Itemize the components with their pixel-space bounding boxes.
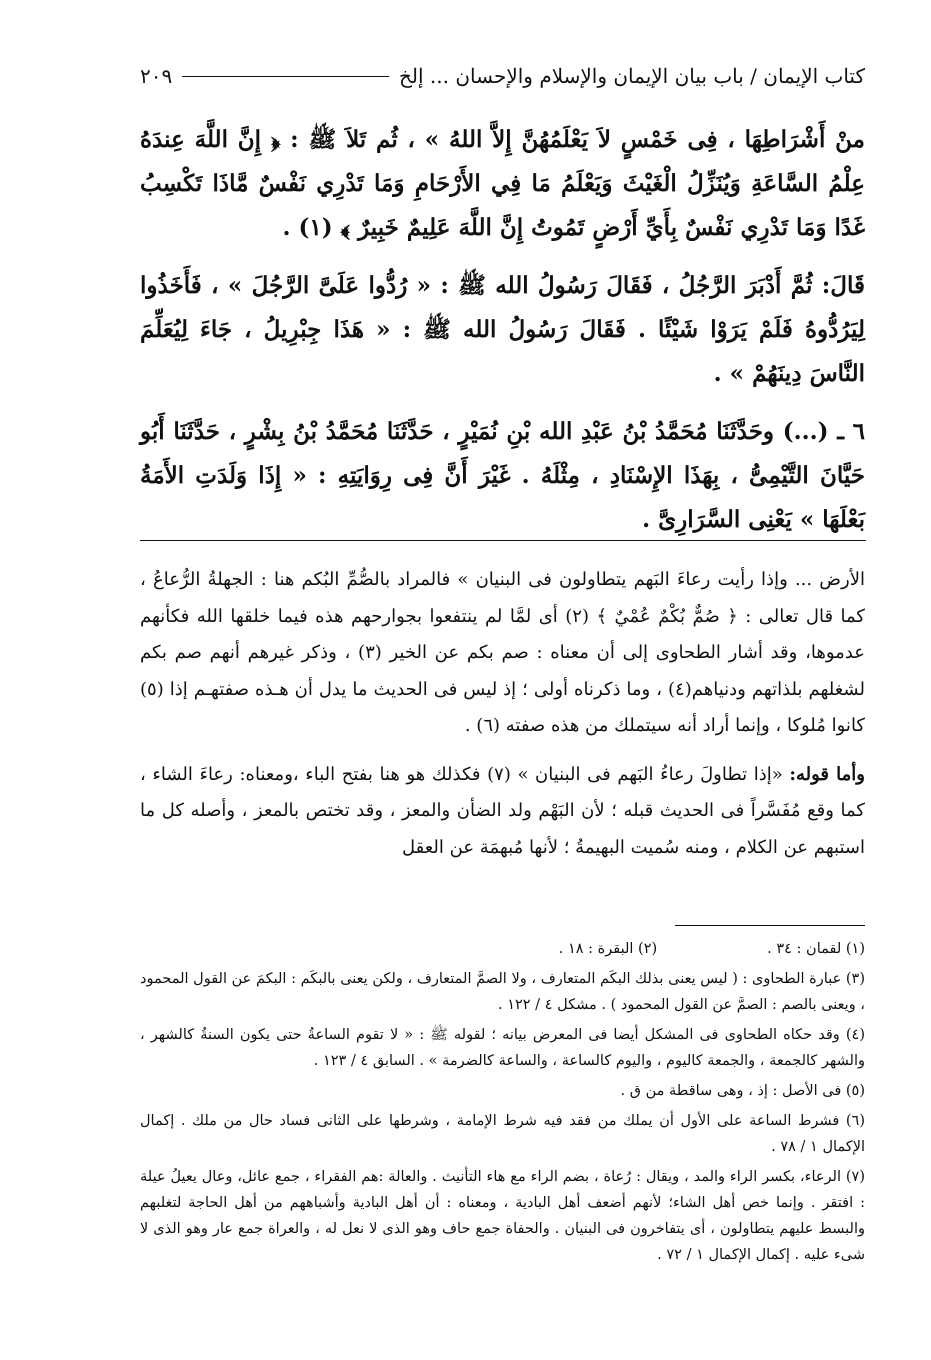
- commentary-paragraph-1: الأرض ... وإذا رأيت رعاءَ البَهم يتطاولون فى البنيان » فالمراد بالصُّمِّ البُكم هنا : الجهلةُ الرُّعاعُ ، كما قال تعالى : ﴿ صُمٌّ بُكْمٌ عُمْيٌ ﴾ (٢) أى لمَّا لم ينتفعوا بجوارحهم هذه فيما خلقها الله فكأنهم عدموها، وقد أشار الطحاوى إلى أن معناه : صم بكم عن الخير (٣) ، وذكر غيرهم أنهم صم بكم لشغلهم بلذاتهم ودنياهم(٤) ، وما ذكرناه أولى ؛ إذ ليس فى الحديث ما يدل أن هـذه صفتهـم إذا (٥) كانوا مُلوكا ، وإنما أراد أنه سيتملك من هذه صفته (٦) .: [140, 569, 866, 736]
- header-rule: [182, 76, 389, 77]
- running-header: [140, 64, 865, 88]
- hadith-paragraph-2: قَالَ: ثُمَّ أَدْبَرَ الرَّجُلُ ، فَقَالَ رَسُولُ الله ﷺ : « رُدُّوا عَلَىَّ الرَّجُلَ » ، فَأَخَذُوا لِيَرُدُّوهُ فَلَمْ يَرَوْا شَيْئًا . فَقَالَ رَسُولُ الله ﷺ : « هَذَا جِبْرِيلُ ، جَاءَ لِيُعَلِّمَ النَّاسَ دِينَهُمْ » .: [140, 272, 865, 387]
- commentary-paragraph-2: [140, 757, 865, 867]
- hadith-paragraph-1: منْ أَشْرَاطِهَا ، فِى خَمْسٍ لاَ يَعْلَمُهُنَّ إِلاَّ اللهُ » ، ثُم تَلاَ ﷺ : ﴿ إِنَّ اللَّهَ عِندَهُ عِلْمُ السَّاعَةِ وَيُنَزِّلُ الْغَيْثَ وَيَعْلَمُ مَا فِي الأَرْحَامِ وَمَا تَدْرِي نَفْسٌ مَّاذَا تَكْسِبُ غَدًا وَمَا تَدْرِي نَفْسٌ بِأَيِّ أَرْضٍ تَمُوتُ إِنَّ اللَّهَ عَلِيمٌ خَبِيرٌ ﴾ (١) .: [140, 126, 865, 241]
- hadith-paragraph-3: ٦ ـ (...) وحَدَّثَنَا مُحَمَّدُ بْنُ عَبْدِ الله بْنِ نُمَيْرٍ ، حَدَّثَنَا مُحَمَّدُ بْنُ بِشْرٍ ، حَدَّثَنَا أَبُو حَيَّانَ التَّيْمِىُّ ، بِهَذَا الإِسْنَادِ ، مِثْلَهُ . غَيْرَ أَنَّ فِى رِوَايَتِهِ : « إِذَا وَلَدَتِ الأَمَةُ بَعْلَهَا » يَعْنِى السَّرَارِىَّ .: [140, 418, 865, 533]
- footnote-6: (٦) فشرط الساعة على الأول أن يملك من فقد فيه شرط الإمامة ، وشرطها على الثانى فساد حال من ملك . إكمال الإكمال ١ / ٧٨ .: [140, 1113, 865, 1155]
- footnote-separator: [675, 925, 865, 926]
- footnote-4: (٤) وقد حكاه الطحاوى فى المشكل أيضا فى المعرض بيانه ؛ لقوله ﷺ : « لا تقوم الساعةُ حتى يكون السنةُ كالشهر ، والشهر كالجمعة ، والجمعة كاليوم ، واليوم كالساعة ، والساعة كالضرمة » . السابق ٤ / ١٢٣ .: [140, 1027, 865, 1069]
- footnote-3: (٣) عبارة الطحاوى : ( ليس يعنى بذلك البكَم المتعارف ، ولا الصمَّ المتعارف ، ولكن يعنى بالبكَم : البكمَ عن القول المحمود ، ويعنى بالصم : الصمَّ عن القول المحمود ) . مشكل ٤ / ١٢٢ .: [140, 971, 865, 1013]
- footnote-2: (٢) البقرة : ١٨ .: [558, 941, 658, 957]
- commentary: [140, 562, 865, 878]
- page-number: ٢٠٩: [140, 64, 173, 88]
- commentary-lead: وأما قوله:: [789, 763, 865, 785]
- footnote-1: (١) لقمان : ٣٤ .: [767, 941, 865, 957]
- footnote-7: (٧) الرعاء، بكسر الراء والمد ، ويقال : رُعاة ، بضم الراء مع هاء التأنيث . والعالة :هم الفقراء ، جمع عائل، وعال يعيلُ عيلة : افتقر . وإنما خص أهل الشاء؛ لأنهم أضعف أهل البادية ، ومعناه : أن أهل البادية وأشباههم من أهل الحاجة لتغلبهم والبسط عليهم يتطاولون ، أى يتفاخرون فى البنيان . والحفاة جمع حاف وهو الذى لا نعل له ، والعراة جمع عار وهو الذى لا شىء عليه . إكمال الإكمال ١ / ٧٢ .: [140, 1169, 865, 1263]
- hadith-text: [140, 118, 865, 556]
- footnotes: [140, 936, 865, 1272]
- header-title: كتاب الإيمان / باب بيان الإيمان والإسلام والإحسان ... إلخ: [399, 64, 865, 88]
- footnote-5: (٥) فى الأصل : إذ ، وهى ساقطة من ق .: [620, 1083, 865, 1099]
- commentary-paragraph-2-text: «إذا تطاولَ رعاءُ البَهم فى البنيان » (٧) فكذلك هو هنا بفتح الباء ،ومعناه: رعاءَ الشاء ، كما وقع مُفَسَّراً فى الحديث قبله ؛ لأن البَهْم ولد الضأن والمعز ، وقد تختص بالمعز ، وأصله كل ما استبهم عن الكلام ، ومنه سُميت البهيمةُ ؛ لأنها مُبهمَة عن العقل: [140, 763, 865, 858]
- text-separator: [140, 540, 866, 541]
- footnote-row: [140, 936, 865, 962]
